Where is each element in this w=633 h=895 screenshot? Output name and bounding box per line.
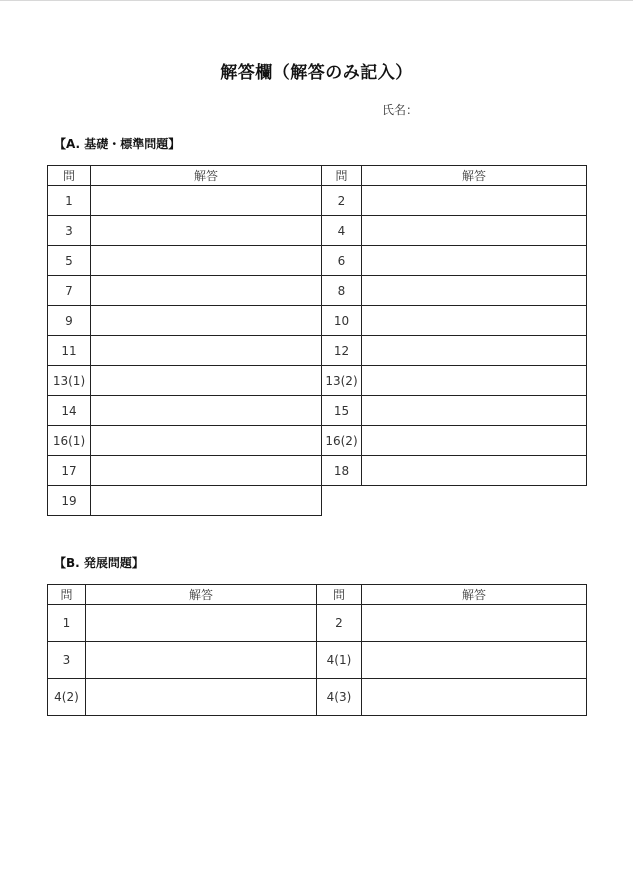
answer-cell[interactable] [362,456,587,486]
answer-cell[interactable] [91,186,322,216]
section-b-title: 【B. 発展問題】 [54,556,144,570]
answer-cell[interactable] [362,306,587,336]
answer-cell[interactable] [362,426,587,456]
answer-cell[interactable] [362,366,587,396]
answer-cell[interactable] [362,186,587,216]
header-answer: 解答 [86,585,317,605]
answer-cell[interactable] [91,426,322,456]
answer-cell[interactable] [91,486,322,516]
answer-table-a [47,165,587,516]
answer-cell[interactable] [91,336,322,366]
section-a-title: 【A. 基礎・標準問題】 [54,137,181,151]
question-number: 12 [322,336,362,366]
question-number: 11 [48,336,91,366]
answer-cell[interactable] [91,396,322,426]
table-row [48,605,587,642]
question-number: 4(1) [317,642,362,679]
table-row [48,306,587,336]
question-number: 4(2) [48,679,86,716]
question-number: 1 [48,605,86,642]
question-number: 15 [322,396,362,426]
answer-cell[interactable] [362,396,587,426]
question-number: 13(2) [322,366,362,396]
answer-cell[interactable] [362,246,587,276]
answer-table-b [47,584,587,716]
answer-cell[interactable] [91,246,322,276]
question-number: 10 [322,306,362,336]
table-row [48,456,587,486]
answer-cell[interactable] [362,679,587,716]
question-number: 4(3) [317,679,362,716]
answer-cell[interactable] [86,605,317,642]
answer-cell[interactable] [91,456,322,486]
table-row [48,336,587,366]
answer-cell[interactable] [362,276,587,306]
answer-cell[interactable] [91,306,322,336]
table-header-row [48,585,587,605]
question-number: 9 [48,306,91,336]
header-question: 問 [322,166,362,186]
answer-cell[interactable] [362,216,587,246]
table-row [48,366,587,396]
page-top-border [0,0,633,1]
header-answer: 解答 [362,585,587,605]
question-number: 5 [48,246,91,276]
question-number: 19 [48,486,91,516]
table-row [48,642,587,679]
question-number: 8 [322,276,362,306]
question-number: 18 [322,456,362,486]
table-row [48,486,587,516]
question-number: 4 [322,216,362,246]
table-row [48,396,587,426]
question-number: 3 [48,642,86,679]
question-number: 16(1) [48,426,91,456]
question-number: 1 [48,186,91,216]
answer-cell[interactable] [91,366,322,396]
header-answer: 解答 [91,166,322,186]
answer-cell[interactable] [91,276,322,306]
table-row [48,426,587,456]
question-number: 13(1) [48,366,91,396]
question-number: 2 [317,605,362,642]
question-number: 16(2) [322,426,362,456]
question-number: 7 [48,276,91,306]
name-label: 氏名： [382,103,419,117]
table-row [48,216,587,246]
header-question: 問 [317,585,362,605]
page-title: 解答欄（解答のみ記入） [220,63,413,83]
answer-cell[interactable] [86,642,317,679]
header-question: 問 [48,585,86,605]
answer-cell[interactable] [86,679,317,716]
table-row [48,276,587,306]
answer-cell[interactable] [91,216,322,246]
empty-cell [322,486,362,516]
header-question: 問 [48,166,91,186]
table-row [48,186,587,216]
empty-cell [362,486,587,516]
answer-cell[interactable] [362,642,587,679]
question-number: 2 [322,186,362,216]
table-row [48,679,587,716]
question-number: 17 [48,456,91,486]
answer-cell[interactable] [362,605,587,642]
table-row [48,246,587,276]
table-header-row [48,166,587,186]
answer-cell[interactable] [362,336,587,366]
question-number: 3 [48,216,91,246]
header-answer: 解答 [362,166,587,186]
question-number: 6 [322,246,362,276]
question-number: 14 [48,396,91,426]
